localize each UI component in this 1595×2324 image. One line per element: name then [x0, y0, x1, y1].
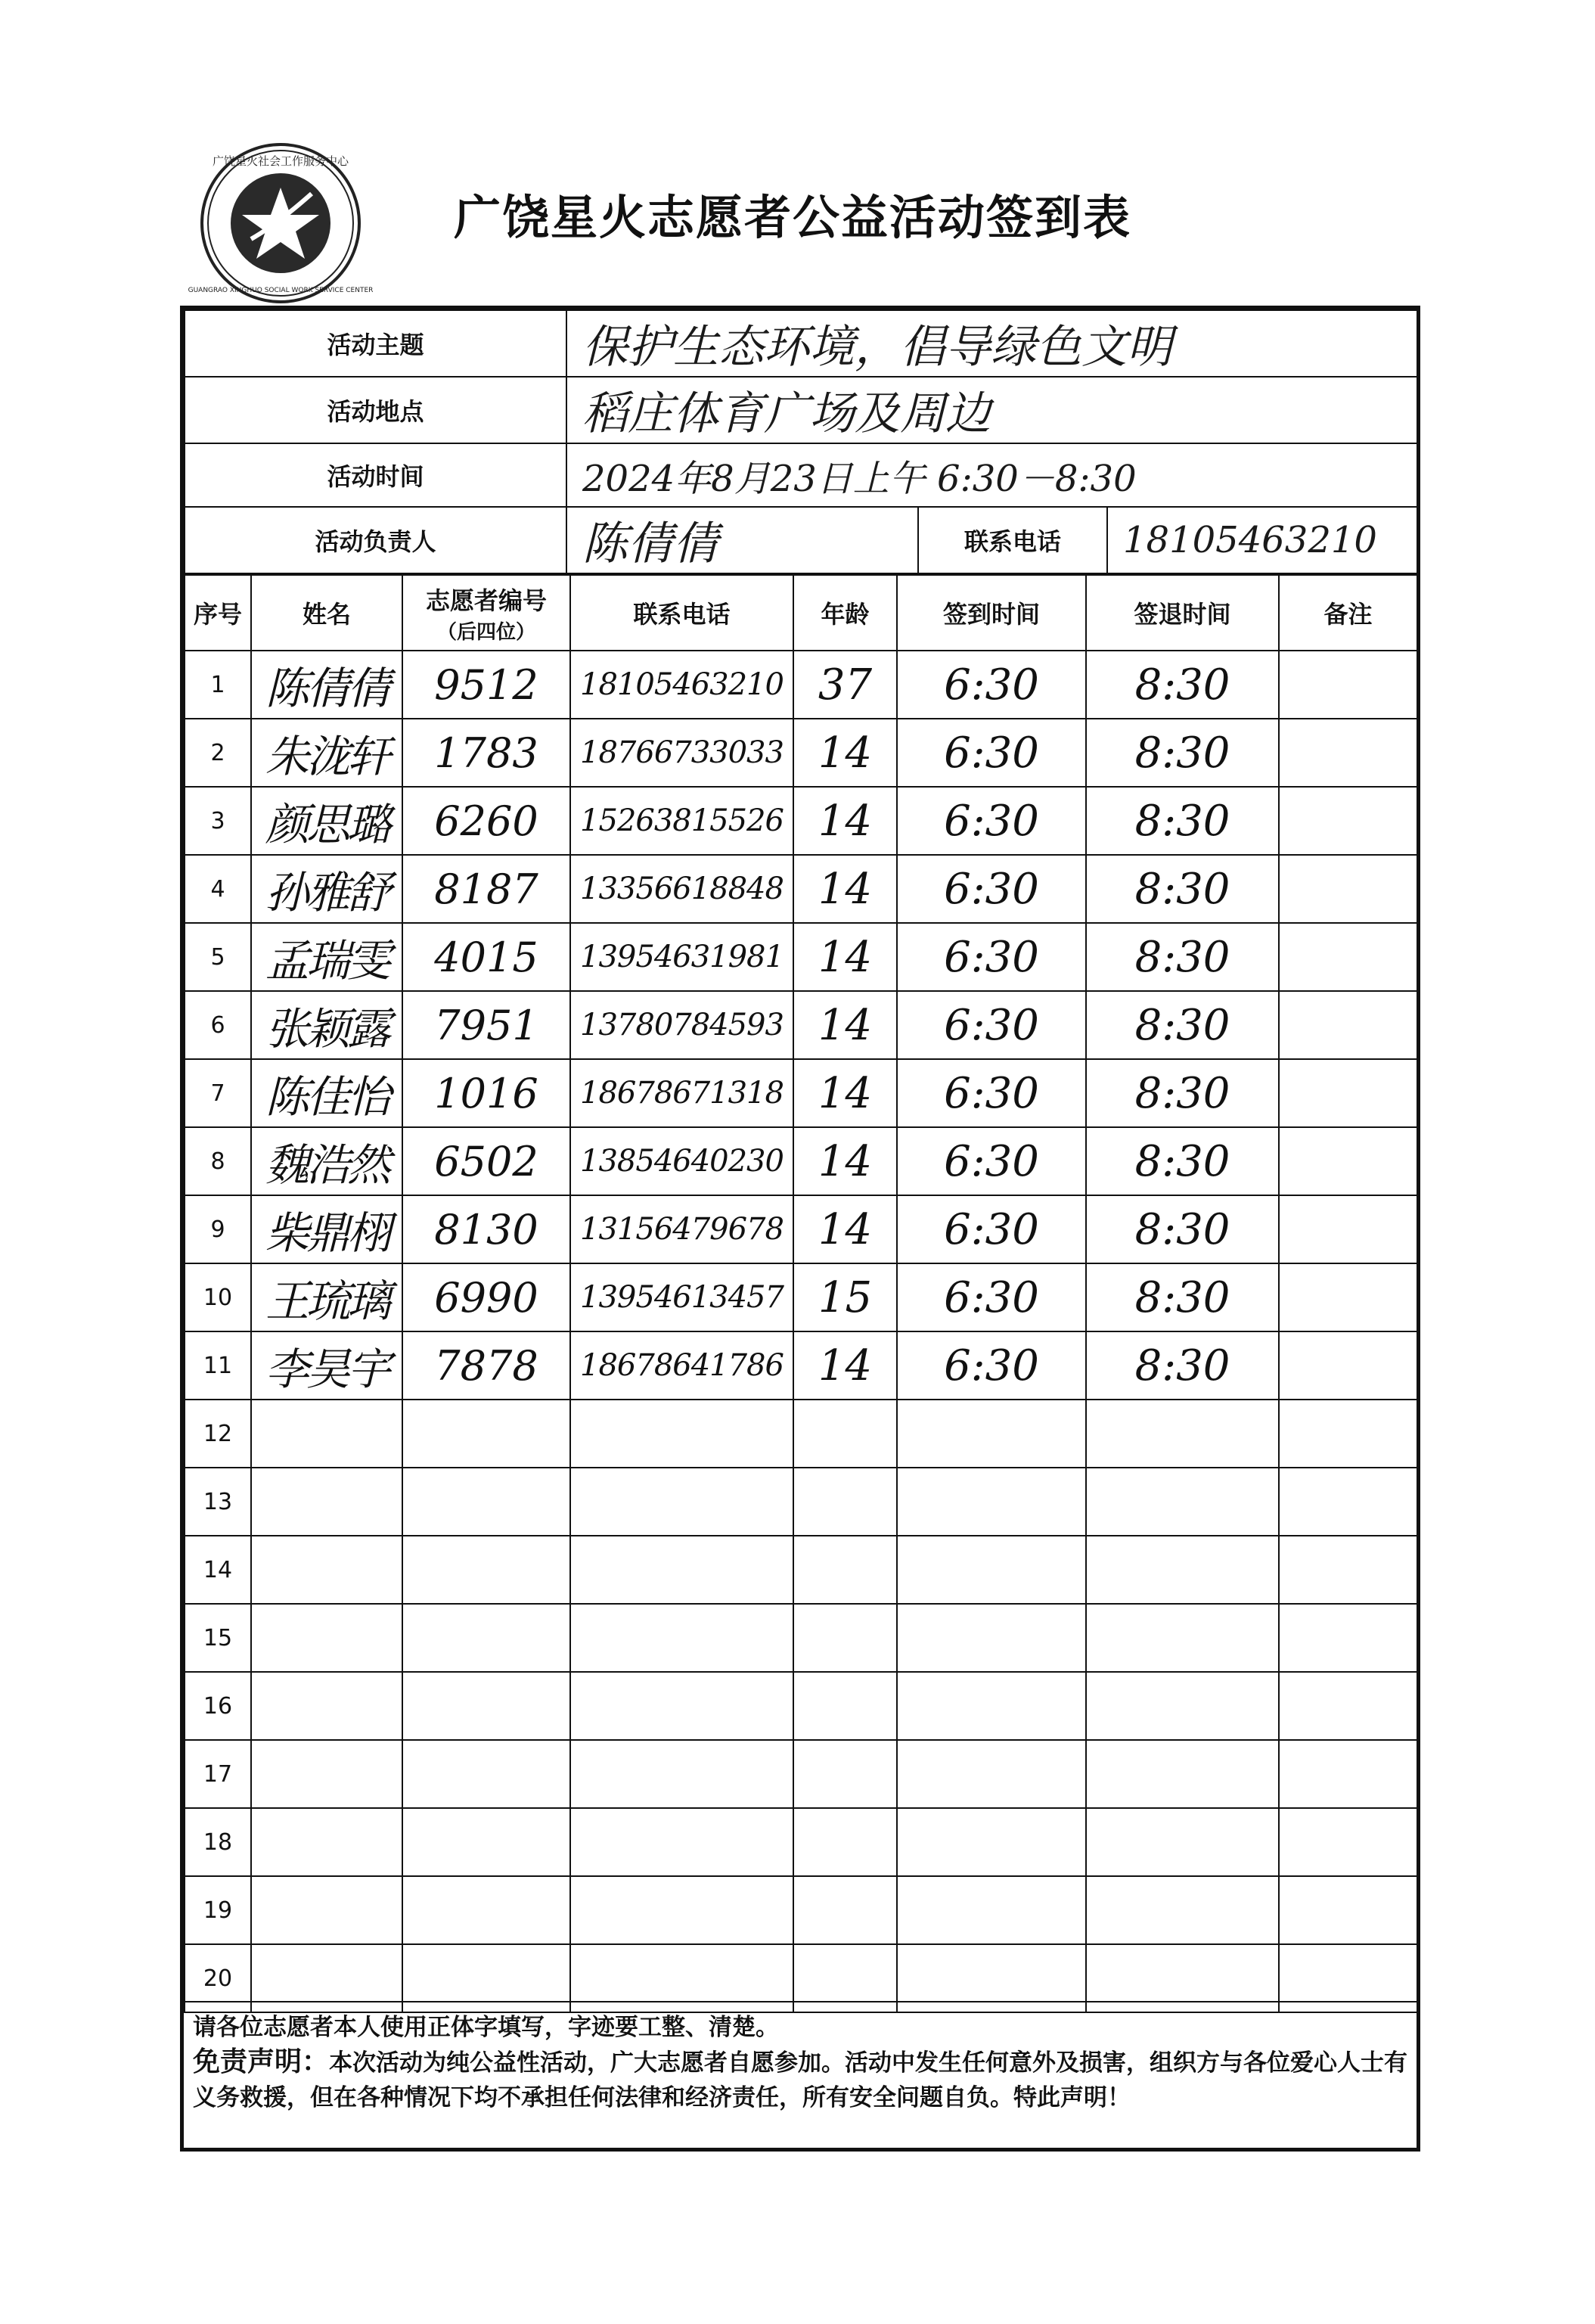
volunteer-id: 7951 — [402, 991, 570, 1059]
volunteer-phone: 13954631981 — [570, 923, 793, 991]
volunteer-phone: 13356618848 — [570, 855, 793, 923]
sign-in-time — [897, 1808, 1086, 1876]
leader-value: 陈倩倩 — [566, 507, 918, 573]
remark-cell — [1279, 1127, 1417, 1195]
sign-in-time — [897, 1400, 1086, 1468]
volunteer-name: 孙雅舒 — [251, 855, 402, 923]
col-header-age: 年龄 — [793, 575, 897, 651]
time-label: 活动时间 — [185, 443, 566, 507]
volunteer-id: 1783 — [402, 719, 570, 787]
remark-cell — [1279, 1059, 1417, 1127]
volunteer-id: 8187 — [402, 855, 570, 923]
volunteer-phone — [570, 1468, 793, 1536]
sign-out-time: 8:30 — [1086, 787, 1279, 855]
volunteer-phone — [570, 1876, 793, 1944]
volunteer-phone: 18766733033 — [570, 719, 793, 787]
sign-out-time — [1086, 1740, 1279, 1808]
col-header-phone: 联系电话 — [570, 575, 793, 651]
sign-out-time: 8:30 — [1086, 719, 1279, 787]
volunteer-phone: 13954613457 — [570, 1263, 793, 1331]
volunteer-id: 8130 — [402, 1195, 570, 1263]
svg-text:GUANGRAO XINGHUO SOCIAL WORK S: GUANGRAO XINGHUO SOCIAL WORK SERVICE CENTER — [188, 287, 374, 294]
disclaimer-text: 本次活动为纯公益性活动，广大志愿者自愿参加。活动中发生任何意外及损害，组织方与各位爱心人士有义务救援，但在各种情况下均不承担任何法律和经济责任，所有安全问题自负。特此声明！ — [193, 2049, 1408, 2111]
volunteer-age: 14 — [793, 1127, 897, 1195]
volunteer-id — [402, 1808, 570, 1876]
table-row — [185, 991, 1417, 1059]
volunteer-phone: 15263815526 — [570, 787, 793, 855]
page-title: 广饶星火志愿者公益活动签到表 — [454, 190, 1132, 245]
volunteer-id — [402, 1604, 570, 1672]
volunteer-age: 15 — [793, 1263, 897, 1331]
sign-in-time — [897, 1740, 1086, 1808]
sign-out-time: 8:30 — [1086, 1263, 1279, 1331]
remark-cell — [1279, 1400, 1417, 1468]
sign-out-time — [1086, 1400, 1279, 1468]
row-index: 1 — [185, 651, 251, 719]
volunteer-age — [793, 1468, 897, 1536]
sign-in-time: 6:30 — [897, 1195, 1086, 1263]
notes-section — [184, 2001, 1417, 2148]
volunteer-phone — [570, 1672, 793, 1740]
sign-in-time: 6:30 — [897, 1059, 1086, 1127]
volunteer-name — [251, 1672, 402, 1740]
volunteer-phone: 18105463210 — [570, 651, 793, 719]
volunteer-name: 朱泷轩 — [251, 719, 402, 787]
sign-in-time: 6:30 — [897, 1263, 1086, 1331]
volunteer-id: 1016 — [402, 1059, 570, 1127]
table-row — [185, 1263, 1417, 1331]
time-value: 2024年8月23日上午 6:30－8:30 — [566, 443, 1417, 507]
volunteer-id — [402, 1468, 570, 1536]
sign-out-time — [1086, 1876, 1279, 1944]
location-value: 稻庄体育广场及周边 — [566, 377, 1417, 443]
volunteer-name — [251, 1876, 402, 1944]
volunteer-name: 张颖露 — [251, 991, 402, 1059]
sign-in-sheet — [180, 306, 1420, 2152]
sign-in-time: 6:30 — [897, 1331, 1086, 1400]
col-header-volunteer-id-sub: （后四位） — [436, 620, 535, 644]
volunteer-name: 王琉璃 — [251, 1263, 402, 1331]
volunteer-id — [402, 1876, 570, 1944]
volunteer-phone: 13854640230 — [570, 1127, 793, 1195]
table-row — [185, 787, 1417, 855]
volunteer-phone: 13780784593 — [570, 991, 793, 1059]
col-header-sign-in: 签到时间 — [897, 575, 1086, 651]
volunteer-phone — [570, 1740, 793, 1808]
row-index: 3 — [185, 787, 251, 855]
table-row — [185, 1331, 1417, 1400]
svg-text:广饶星火社会工作服务中心: 广饶星火社会工作服务中心 — [212, 154, 349, 168]
row-index: 11 — [185, 1331, 251, 1400]
remark-cell — [1279, 1808, 1417, 1876]
remark-cell — [1279, 719, 1417, 787]
volunteer-name: 颜思璐 — [251, 787, 402, 855]
sign-in-time: 6:30 — [897, 651, 1086, 719]
row-index: 14 — [185, 1536, 251, 1604]
row-index: 9 — [185, 1195, 251, 1263]
row-index: 10 — [185, 1263, 251, 1331]
row-index: 16 — [185, 1672, 251, 1740]
volunteer-roster-table — [184, 574, 1418, 2013]
table-row — [185, 1740, 1417, 1808]
volunteer-age: 14 — [793, 787, 897, 855]
row-index: 6 — [185, 991, 251, 1059]
activity-info-table — [184, 309, 1418, 574]
volunteer-name: 李昊宇 — [251, 1331, 402, 1400]
remark-cell — [1279, 1331, 1417, 1400]
table-row — [185, 1876, 1417, 1944]
row-index: 19 — [185, 1876, 251, 1944]
sign-out-time — [1086, 1536, 1279, 1604]
roster-header-row — [185, 575, 1417, 651]
table-row — [185, 1808, 1417, 1876]
table-row — [185, 1127, 1417, 1195]
row-index: 18 — [185, 1808, 251, 1876]
sign-out-time — [1086, 1672, 1279, 1740]
volunteer-age: 37 — [793, 651, 897, 719]
volunteer-age: 14 — [793, 1195, 897, 1263]
sign-in-time: 6:30 — [897, 719, 1086, 787]
sign-out-time: 8:30 — [1086, 1195, 1279, 1263]
col-header-volunteer-id-main: 志愿者编号 — [425, 586, 547, 615]
remark-cell — [1279, 1468, 1417, 1536]
table-row — [185, 1672, 1417, 1740]
row-index: 8 — [185, 1127, 251, 1195]
remark-cell — [1279, 1604, 1417, 1672]
volunteer-name — [251, 1604, 402, 1672]
organization-seal — [188, 141, 374, 306]
row-index: 12 — [185, 1400, 251, 1468]
disclaimer — [193, 2045, 1407, 2115]
volunteer-id — [402, 1536, 570, 1604]
col-header-remark: 备注 — [1279, 575, 1417, 651]
volunteer-phone: 13156479678 — [570, 1195, 793, 1263]
volunteer-age — [793, 1808, 897, 1876]
row-index: 7 — [185, 1059, 251, 1127]
sign-out-time — [1086, 1604, 1279, 1672]
volunteer-age — [793, 1672, 897, 1740]
volunteer-name — [251, 1468, 402, 1536]
sign-out-time: 8:30 — [1086, 1331, 1279, 1400]
volunteer-id: 6990 — [402, 1263, 570, 1331]
volunteer-name — [251, 1536, 402, 1604]
row-index: 20 — [185, 1944, 251, 2012]
table-row — [185, 719, 1417, 787]
info-row-time — [185, 443, 1417, 507]
leader-label: 活动负责人 — [185, 507, 566, 573]
sign-out-time: 8:30 — [1086, 855, 1279, 923]
sign-in-time — [897, 1536, 1086, 1604]
leader-phone-label: 联系电话 — [918, 507, 1107, 573]
col-header-sign-out: 签退时间 — [1086, 575, 1279, 651]
volunteer-age: 14 — [793, 991, 897, 1059]
volunteer-phone — [570, 1400, 793, 1468]
row-index: 4 — [185, 855, 251, 923]
remark-cell — [1279, 1263, 1417, 1331]
table-row — [185, 923, 1417, 991]
col-header-volunteer-id — [402, 575, 570, 651]
volunteer-phone: 18678671318 — [570, 1059, 793, 1127]
sign-out-time: 8:30 — [1086, 991, 1279, 1059]
volunteer-age: 14 — [793, 1059, 897, 1127]
location-label: 活动地点 — [185, 377, 566, 443]
volunteer-age — [793, 1536, 897, 1604]
remark-cell — [1279, 1740, 1417, 1808]
volunteer-phone: 18678641786 — [570, 1331, 793, 1400]
volunteer-id: 4015 — [402, 923, 570, 991]
volunteer-phone — [570, 1604, 793, 1672]
info-row-leader — [185, 507, 1417, 573]
seal-logo-icon — [188, 141, 374, 306]
row-index: 2 — [185, 719, 251, 787]
table-row — [185, 1059, 1417, 1127]
sign-out-time — [1086, 1808, 1279, 1876]
volunteer-age: 14 — [793, 855, 897, 923]
volunteer-age — [793, 1740, 897, 1808]
remark-cell — [1279, 1876, 1417, 1944]
volunteer-id: 6260 — [402, 787, 570, 855]
volunteer-id: 9512 — [402, 651, 570, 719]
table-row — [185, 1604, 1417, 1672]
sign-in-time — [897, 1672, 1086, 1740]
volunteer-phone — [570, 1808, 793, 1876]
row-index: 5 — [185, 923, 251, 991]
remark-cell — [1279, 1536, 1417, 1604]
col-header-name: 姓名 — [251, 575, 402, 651]
volunteer-age — [793, 1604, 897, 1672]
volunteer-name: 陈佳怡 — [251, 1059, 402, 1127]
fill-instruction: 请各位志愿者本人使用正体字填写，字迹要工整、清楚。 — [193, 2014, 779, 2041]
remark-cell — [1279, 855, 1417, 923]
volunteer-name — [251, 1808, 402, 1876]
volunteer-name — [251, 1740, 402, 1808]
sign-in-time: 6:30 — [897, 855, 1086, 923]
remark-cell — [1279, 923, 1417, 991]
volunteer-id — [402, 1740, 570, 1808]
sign-in-time: 6:30 — [897, 1127, 1086, 1195]
row-index: 15 — [185, 1604, 251, 1672]
volunteer-phone — [570, 1536, 793, 1604]
volunteer-name: 孟瑞雯 — [251, 923, 402, 991]
table-row — [185, 855, 1417, 923]
sign-out-time — [1086, 1468, 1279, 1536]
volunteer-id — [402, 1400, 570, 1468]
sign-out-time: 8:30 — [1086, 923, 1279, 991]
sign-in-time — [897, 1876, 1086, 1944]
remark-cell — [1279, 1672, 1417, 1740]
sign-out-time: 8:30 — [1086, 1127, 1279, 1195]
col-header-index: 序号 — [185, 575, 251, 651]
info-row-location — [185, 377, 1417, 443]
volunteer-age: 14 — [793, 923, 897, 991]
disclaimer-label: 免责声明： — [193, 2046, 330, 2077]
remark-cell — [1279, 1195, 1417, 1263]
volunteer-name — [251, 1400, 402, 1468]
volunteer-id — [402, 1672, 570, 1740]
volunteer-name: 魏浩然 — [251, 1127, 402, 1195]
volunteer-age: 14 — [793, 719, 897, 787]
info-row-theme — [185, 310, 1417, 377]
table-row — [185, 1195, 1417, 1263]
row-index: 13 — [185, 1468, 251, 1536]
sign-in-time: 6:30 — [897, 923, 1086, 991]
theme-value: 保护生态环境，倡导绿色文明 — [566, 310, 1417, 377]
volunteer-name: 陈倩倩 — [251, 651, 402, 719]
sign-in-time — [897, 1468, 1086, 1536]
theme-label: 活动主题 — [185, 310, 566, 377]
sign-in-time: 6:30 — [897, 991, 1086, 1059]
sign-in-time — [897, 1604, 1086, 1672]
volunteer-name: 柴鼎栩 — [251, 1195, 402, 1263]
table-row — [185, 1468, 1417, 1536]
volunteer-id: 6502 — [402, 1127, 570, 1195]
sign-out-time: 8:30 — [1086, 651, 1279, 719]
row-index: 17 — [185, 1740, 251, 1808]
remark-cell — [1279, 787, 1417, 855]
table-row — [185, 651, 1417, 719]
volunteer-age — [793, 1400, 897, 1468]
table-row — [185, 1536, 1417, 1604]
remark-cell — [1279, 991, 1417, 1059]
volunteer-age — [793, 1876, 897, 1944]
roster-body — [185, 651, 1417, 2012]
table-row — [185, 1400, 1417, 1468]
volunteer-id: 7878 — [402, 1331, 570, 1400]
sign-in-time: 6:30 — [897, 787, 1086, 855]
sign-out-time: 8:30 — [1086, 1059, 1279, 1127]
leader-phone-value: 18105463210 — [1107, 507, 1417, 573]
volunteer-age: 14 — [793, 1331, 897, 1400]
remark-cell — [1279, 651, 1417, 719]
